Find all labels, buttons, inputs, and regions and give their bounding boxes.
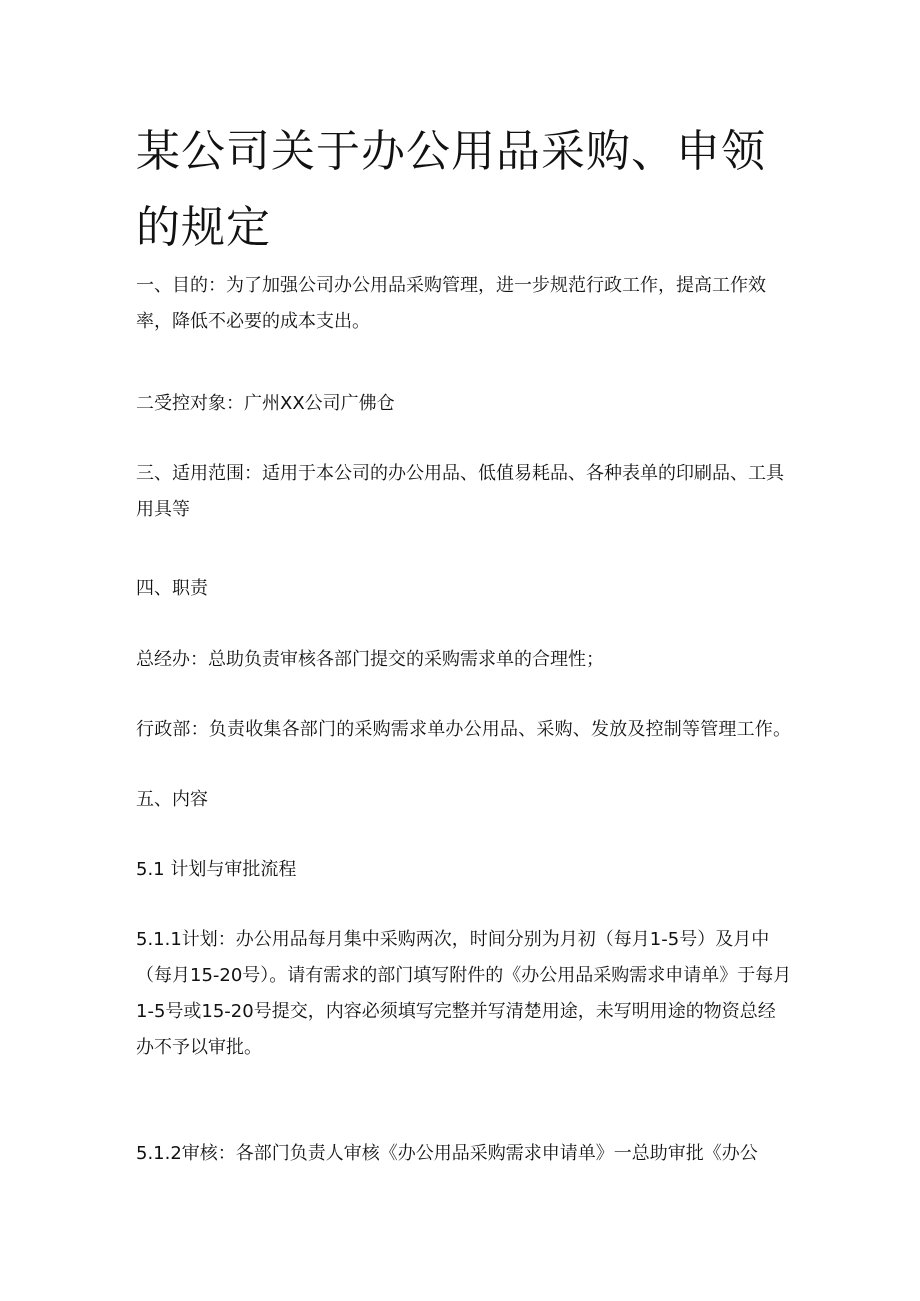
subsection-5-1-2: 5.1.2审核：各部门负责人审核《办公用品采购需求申请单》一总助审批《办公: [136, 1143, 758, 1164]
section-scope-target: 二受控对象：广州XX公司广佛仓: [136, 393, 395, 414]
subsection-5-1-1: 5.1.1计划：办公用品每月集中采购两次，时间分别为月初（每月1-5号）及月中（每月15-20号）。请有需求的部门填写附件的《办公用品采购需求申请单》于每月1-5号或15-20号提交，内容必须填写完整并写清楚用途，未写明用途的物资总经办不予以审批。: [136, 929, 792, 1058]
document-title: 某公司关于办公用品采购、申领的规定: [136, 126, 766, 253]
section-applicable-range: 三、适用范围：适用于本公司的办公用品、低值易耗品、各种表单的印刷品、工具用具等: [136, 463, 784, 520]
section-purpose: 一、目的：为了加强公司办公用品采购管理，进一步规范行政工作，提高工作效率，降低不必要的成本支出。: [136, 275, 766, 332]
duty-gm-office: 总经办：总助负责审核各部门提交的采购需求单的合理性；: [136, 649, 604, 670]
subsection-5-1: 5.1 计划与审批流程: [136, 859, 297, 880]
duty-admin-dept: 行政部：负责收集各部门的采购需求单办公用品、采购、发放及控制等管理工作。: [136, 719, 792, 740]
section-content-heading: 五、内容: [136, 789, 208, 810]
section-duties-heading: 四、职责: [136, 578, 208, 599]
